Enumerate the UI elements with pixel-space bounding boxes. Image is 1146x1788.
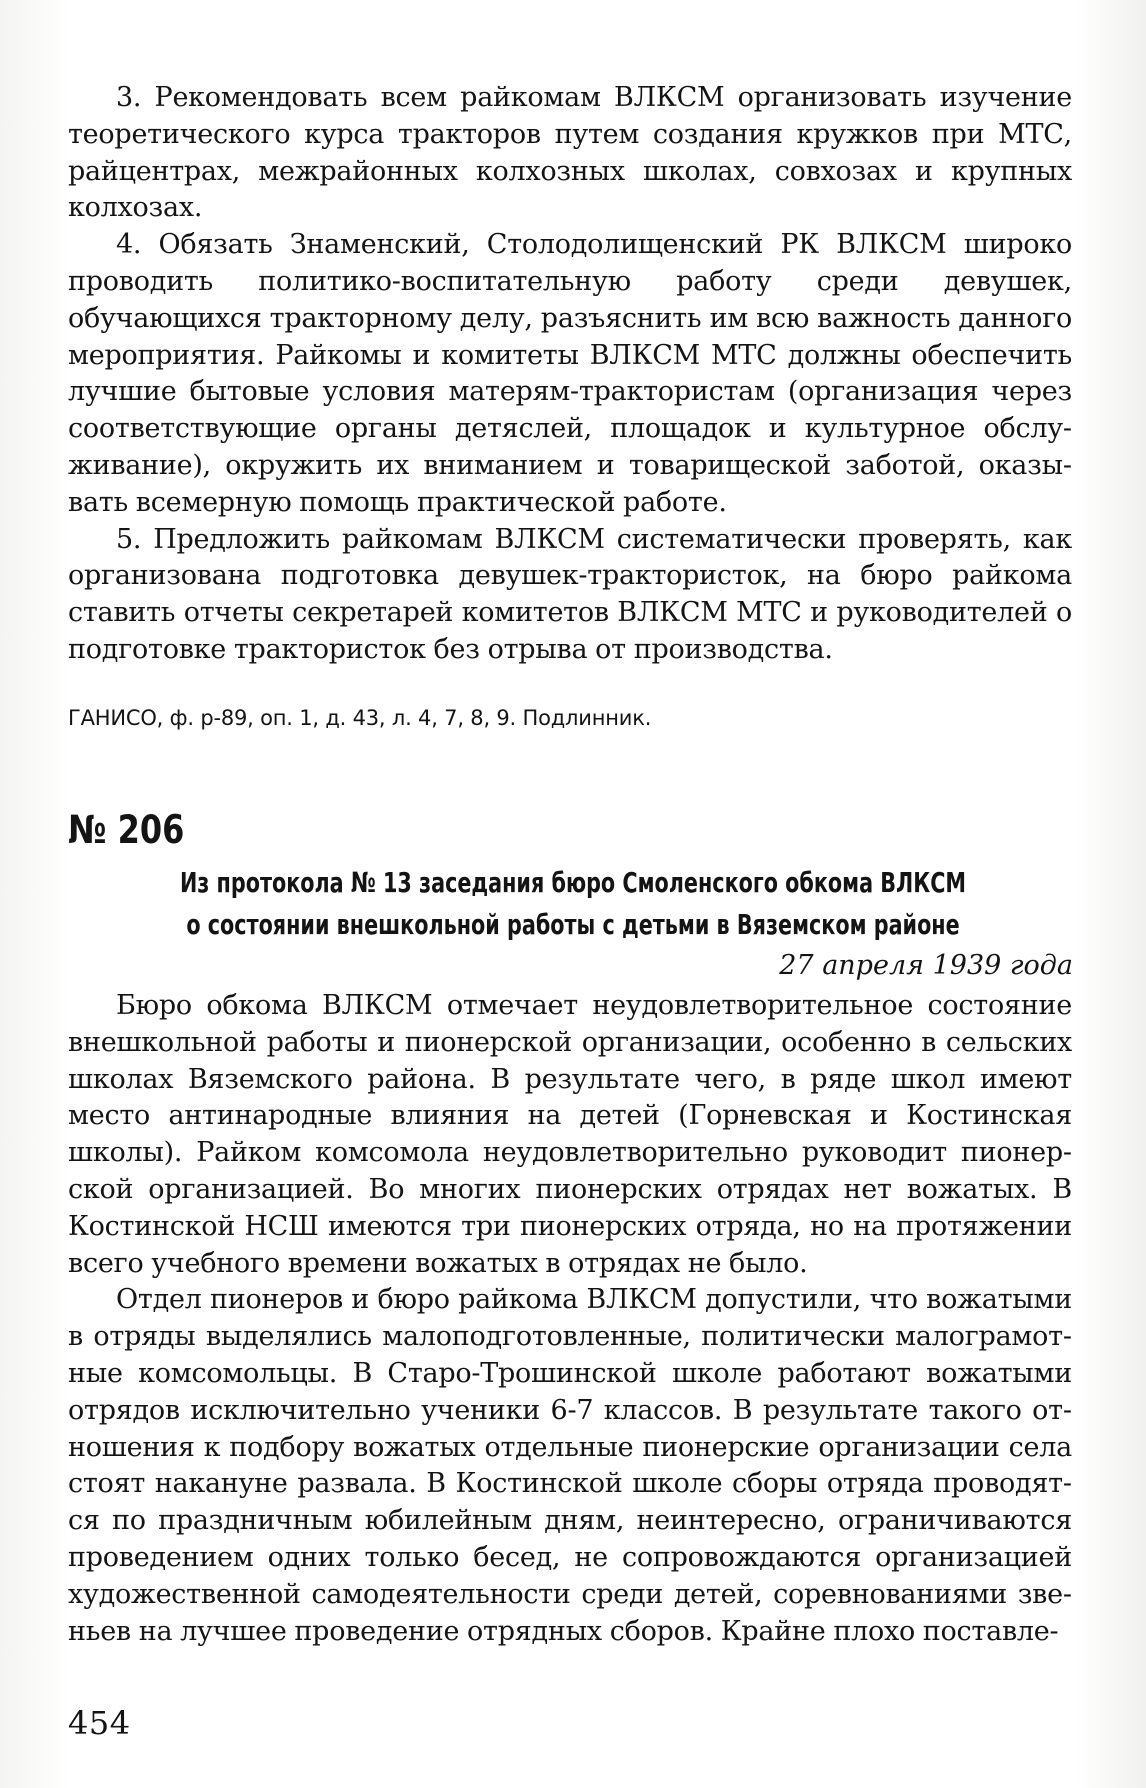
document-number: № 206 (68, 808, 185, 853)
document-title-line-2: о состоянии внешкольной работы с детьми в Вяземском районе (186, 908, 960, 941)
paragraph-item-4: 4. Обязать Знаменский, Столодолищенский РК ВЛКСМ широко проводить политико-воспитательную работу среди девушек, обучающихся тракторному делу, разъяснить им всю важность данного мероприятия. Райкомы и комитеты ВЛКСМ МТС должны обеспечить лучшие бытовые условия матерям-трактористам (организация через соответствующие органы детяслей, площадок и культурное обслуживание), окружить их вниманием и товарищеской заботой, оказывать всемерную помощь практической работе. (68, 229, 1072, 518)
document-title-line-1: Из протокола № 13 заседания бюро Смоленского обкома ВЛКСМ (179, 866, 967, 899)
text-block-top (68, 80, 1072, 669)
archive-source-reference: ГАНИСО, ф. р-89, оп. 1, д. 43, л. 4, 7, 8, 9. Подлинник. (68, 706, 652, 730)
document-title (0, 862, 1146, 946)
paragraph-item-5: 5. Предложить райкомам ВЛКСМ систематически проверять, как организована подготовка девушек-трактористок, на бюро райкома ставить отчеты секретарей комитетов ВЛКСМ МТС и руководителей о подготовке трактористок без отрыва от производства. (68, 523, 1072, 665)
paragraph-item-3: 3. Рекомендовать всем райкомам ВЛКСМ организовать изучение теоретического курса тракторов путем создания кружков при МТС, райцентрах, межрайонных колхозных школах, совхозах и крупных колхозах. (68, 82, 1072, 224)
document-date: 27 апреля 1939 года (779, 950, 1073, 981)
text-block-bottom (68, 988, 1072, 1650)
paragraph-bureau-statement: Бюро обкома ВЛКСМ отмечает неудовлетворительное состояние внешкольной работы и пионерской организации, особенно в сельских школах Вяземского района. В результате чего, в ряде школ имеют место антинародные влияния на детей (Горневская и Костинская школы). Райком комсомола неудовлетворительно руководит пионерской организацией. Во многих пионерских отрядах нет вожатых. В Костинской НСШ имеются три пионерских отряда, но на протяжении всего учебного времени вожатых в отрядах не было. (68, 990, 1072, 1279)
page-number: 454 (68, 1704, 131, 1742)
paragraph-pioneer-department: Отдел пионеров и бюро райкома ВЛКСМ допустили, что вожатыми в отряды выделялись малоподготовленные, политически малограмотные комсомольцы. В Старо-Трошинской школе работают вожатыми отрядов исключительно ученики 6-7 классов. В результате такого отношения к подбору вожатых отдельные пионерские организации села стоят накануне развала. В Костинской школе сборы отряда проводятся по праздничным юбилейным дням, неинтересно, ограничиваются проведением одних только бесед, не сопровождаются организацией художественной самодеятельности среди детей, соревнованиями звеньев на лучшее проведение отрядных сборов. Крайне плохо поставле- (68, 1284, 1072, 1647)
